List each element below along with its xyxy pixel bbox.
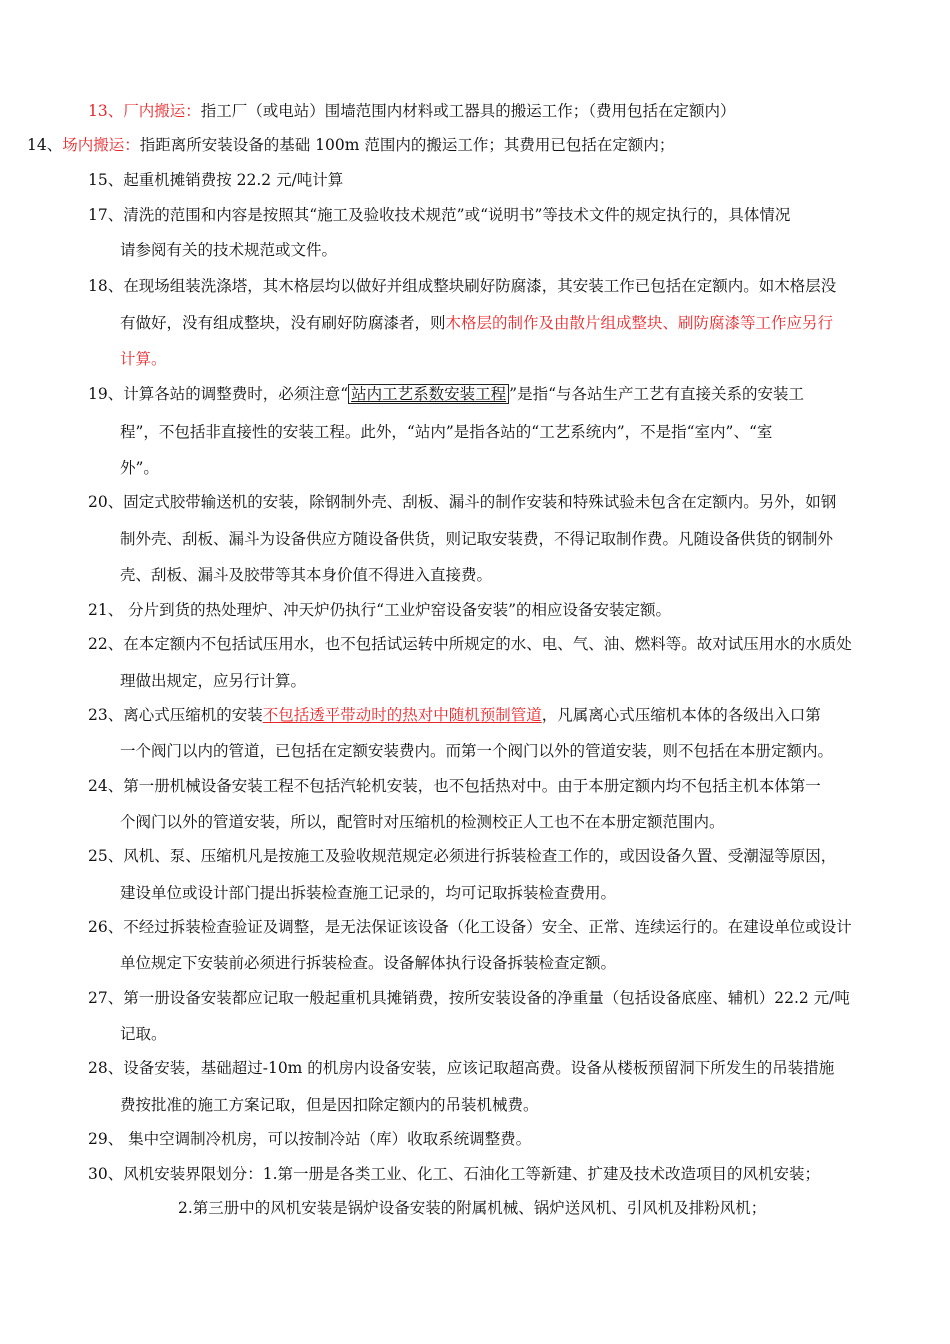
item-19-line-3: 外”。 <box>120 459 159 477</box>
item-19-line-1 <box>88 384 804 404</box>
item-25-line-2: 建设单位或设计部门提出拆装检查施工记录的，均可记取拆装检查费用。 <box>120 884 617 902</box>
item-18-highlight: 木格层的制作及由散片组成整块、刷防腐漆等工作应另行 <box>445 314 834 332</box>
item-30-line-1: 30、风机安装界限划分：1.第一册是各类工业、化工、石油化工等新建、扩建及技术改造项目的风机安装； <box>88 1165 821 1183</box>
item-19-boxed-term: 站内工艺系数安装工程 <box>348 384 509 404</box>
item-22-line-1: 22、在本定额内不包括试压用水，也不包括试运转中所规定的水、电、气、油、燃料等。故对试压用水的水质处 <box>88 635 852 653</box>
item-27-line-1: 27、第一册设备安装都应记取一般起重机具摊销费，按所安装设备的净重量（包括设备底座、辅机）22.2 元/吨 <box>88 989 850 1007</box>
item-29: 29、 集中空调制冷机房，可以按制冷站（库）收取系统调整费。 <box>88 1130 532 1148</box>
item-19-text-a: 19、计算各站的调整费时，必须注意“ <box>88 385 349 403</box>
item-24-line-1: 24、第一册机械设备安装工程不包括汽轮机安装，也不包括热对中。由于本册定额内均不包括主机本体第一 <box>88 777 821 795</box>
item-22-line-2: 理做出规定，应另行计算。 <box>120 672 307 690</box>
item-14 <box>27 135 674 155</box>
item-14-number: 14、 <box>27 136 63 154</box>
item-19-line-2: 程”，不包括非直接性的安装工程。此外，“站内”是指各站的“工艺系统内”，不是指“室内”、“室 <box>120 423 773 441</box>
item-19-text-c: ”是指“与各站生产工艺有直接关系的安装工 <box>509 385 805 403</box>
item-23-highlight: 不包括透平带动时的热对中随机预制管道 <box>262 706 542 724</box>
item-14-text: 指距离所安装设备的基础 100m 范围内的搬运工作；其费用已包括在定额内； <box>139 136 675 154</box>
item-13-number: 13、 <box>88 102 124 120</box>
item-21: 21、 分片到货的热处理炉、冲天炉仍执行“工业炉窑设备安装”的相应设备安装定额。 <box>88 601 672 619</box>
item-13-term: 厂内搬运： <box>123 102 201 120</box>
item-18-line-1: 18、在现场组装洗涤塔，其木格层均以做好并组成整块刷好防腐漆，其安装工作已包括在定额内。如木格层没 <box>88 277 837 295</box>
item-15: 15、起重机摊销费按 22.2 元/吨计算 <box>88 171 344 189</box>
item-13-text: 指工厂（或电站）围墙范围内材料或工器具的搬运工作；（费用包括在定额内） <box>200 102 736 120</box>
item-13 <box>88 101 736 121</box>
item-30-line-2: 2.第三册中的风机安装是锅炉设备安装的附属机械、锅炉送风机、引风机及排粉风机； <box>178 1199 767 1217</box>
item-25-line-1: 25、风机、泵、压缩机凡是按施工及验收规范规定必须进行拆装检查工作的，或因设备久置、受潮湿等原因， <box>88 847 837 865</box>
item-17-line-2: 请参阅有关的技术规范或文件。 <box>120 241 338 259</box>
item-23-text-c: ，凡属离心式压缩机本体的各级出入口第 <box>541 706 821 724</box>
item-28-line-2: 费按批准的施工方案记取，但是因扣除定额内的吊装机械费。 <box>120 1096 539 1114</box>
item-18-line-2 <box>120 313 833 333</box>
item-26-line-2: 单位规定下安装前必须进行拆装检查。设备解体执行设备拆装检查定额。 <box>120 954 617 972</box>
item-17-line-1: 17、清洗的范围和内容是按照其“施工及验收技术规范”或“说明书”等技术文件的规定执行的，具体情况 <box>88 206 791 224</box>
item-20-line-2: 制外壳、刮板、漏斗为设备供应方随设备供货，则记取安装费，不得记取制作费。凡随设备供货的钢制外 <box>120 530 834 548</box>
item-20-line-3: 壳、刮板、漏斗及胶带等其本身价值不得进入直接费。 <box>120 566 493 584</box>
item-24-line-2: 个阀门以外的管道安装，所以，配管时对压缩机的检测校正人工也不在本册定额范围内。 <box>120 813 725 831</box>
item-18-line-2-text: 有做好，没有组成整块，没有刷好防腐漆者，则 <box>120 314 446 332</box>
item-14-term: 场内搬运： <box>62 136 140 154</box>
item-20-line-1: 20、固定式胶带输送机的安装，除钢制外壳、刮板、漏斗的制作安装和特殊试验未包含在定额内。另外，如钢 <box>88 493 837 511</box>
item-27-line-2: 记取。 <box>120 1025 167 1043</box>
item-28-line-1: 28、设备安装，基础超过-10m 的机房内设备安装，应该记取超高费。设备从楼板预留洞下所发生的吊装措施 <box>88 1059 835 1077</box>
item-23-text-a: 23、离心式压缩机的安装 <box>88 706 263 724</box>
item-18-line-3: 计算。 <box>120 350 167 368</box>
item-26-line-1: 26、不经过拆装检查验证及调整，是无法保证该设备（化工设备）安全、正常、连续运行的。在建设单位或设计 <box>88 918 852 936</box>
item-23-line-1 <box>88 705 821 725</box>
item-23-line-2: 一个阀门以内的管道，已包括在定额安装费内。而第一个阀门以外的管道安装，则不包括在本册定额内。 <box>120 742 834 760</box>
